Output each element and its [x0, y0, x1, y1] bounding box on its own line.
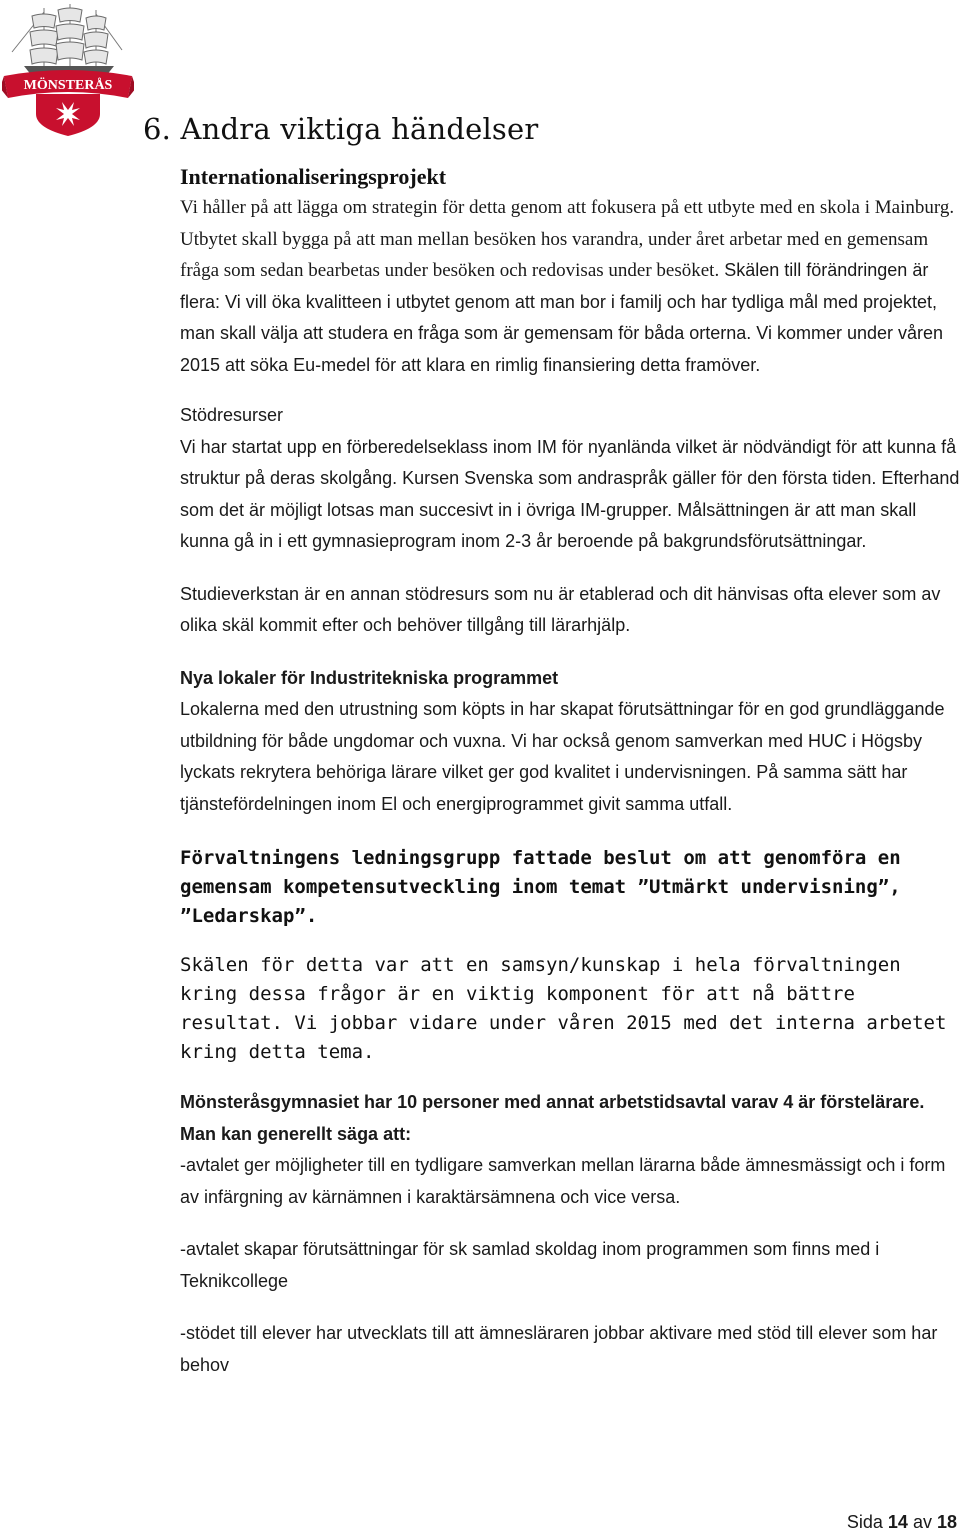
footer-middle: av — [912, 1512, 932, 1532]
arbetstidsavtal-point-2: -avtalet skapar förutsättningar för sk samlad skoldag inom programmen som finns med i Teknikcollege — [180, 1239, 880, 1291]
internationalisering-paragraph — [180, 192, 960, 381]
arbetstidsavtal-title: Mönsteråsgymnasiet har 10 personer med annat arbetstidsavtal varav 4 är förstelärare. Man kan generellt säga att: — [180, 1092, 925, 1144]
studieverkstan-paragraph: Studieverkstan är en annan stödresurs som nu är etablerad och dit hänvisas ofta elever som av olika skäl kommit efter och behöver tillgång till lärarhjälp. — [180, 583, 941, 635]
internationalisering-body-serif: Vi håller på att lägga om strategin för detta genom att fokusera på ett utbyte med en skola i Mainburg. Utbytet skall bygga på att man mellan besöken hos varandra, under året arbetar med en gemensam fråga som sedan bearbetas under besöken och redovisas under besöket. — [180, 197, 955, 281]
ledningsgrupp-statement: Förvaltningens ledningsgrupp fattade beslut om att genomföra en gemensam kompetensutveckling inom temat ”Utmärkt undervisning”, ”Ledarskap”. — [180, 847, 901, 927]
section-heading: 6. Andra viktiga händelser — [143, 112, 539, 146]
lokaler-title: Nya lokaler för Industritekniska programmet — [180, 667, 559, 688]
internationalisering-title: Internationaliseringsprojekt — [180, 164, 447, 189]
arbetstidsavtal-point-3: -stödet till elever har utvecklats till att ämnesläraren jobbar aktivare med stöd till elever som har behov — [180, 1323, 938, 1375]
monsteras-logo — [2, 2, 134, 136]
lokaler-paragraph: Lokalerna med den utrustning som köpts in har skapat förutsättningar för en god grundläggande utbildning för både ungdomar och vuxna. Vi har också genom samverkan med HUC i Högsby lyckats rekrytera behöriga lärare vilket ger god kvalitet i undervisningen. På samma sätt har tjänstefördelningen inom El och energiprogrammet givit samma utfall. — [180, 699, 945, 814]
ledningsgrupp-reason: Skälen för detta var att en samsyn/kunskap i hela förvaltningen kring dessa frågor är en viktig komponent för att nå bättre resultat. Vi jobbar vidare under våren 2015 med det interna arbetet kring detta tema. — [180, 954, 947, 1063]
stodresurser-title: Stödresurser — [180, 405, 284, 425]
footer-page-number: 14 — [887, 1512, 908, 1532]
page-footer — [847, 1512, 957, 1533]
internationalisering-body-sans: Skälen till förändringen är flera: Vi vill öka kvalitteen i utbytet genom att man bor i familj och har tydliga mål med projektet, man skall välja att studera en fråga som är gemensam för båda orterna. Vi kommer under våren 2015 att söka Eu-medel för att klara en rimlig finansiering detta framöver. — [180, 260, 944, 375]
footer-prefix: Sida — [846, 1512, 883, 1532]
stodresurser-paragraph: Vi har startat upp en förberedelseklass inom IM för nyanlända vilket är nödvändigt för att kunna få struktur på deras skolgång. Kursen Svenska som andraspråk gäller för den första tiden. Efterhand som det är möjligt lotsas man succesivt in i övriga IM-grupper. Målsättningen är att man skall kunna gå in i ett gymnasieprogram inom 2-3 år beroende på bakgrundsförutsättningar. — [180, 436, 960, 551]
logo-text: MÖNSTERÅS — [23, 78, 113, 93]
arbetstidsavtal-point-1: -avtalet ger möjligheter till en tydligare samverkan mellan lärarna både ämnesmässigt och i form av infärgning av kärnämnen i karaktärsämnena och vice versa. — [180, 1155, 946, 1207]
ship-emblem-icon — [2, 2, 134, 136]
document-body — [180, 162, 960, 1381]
footer-page-total: 18 — [936, 1512, 957, 1532]
